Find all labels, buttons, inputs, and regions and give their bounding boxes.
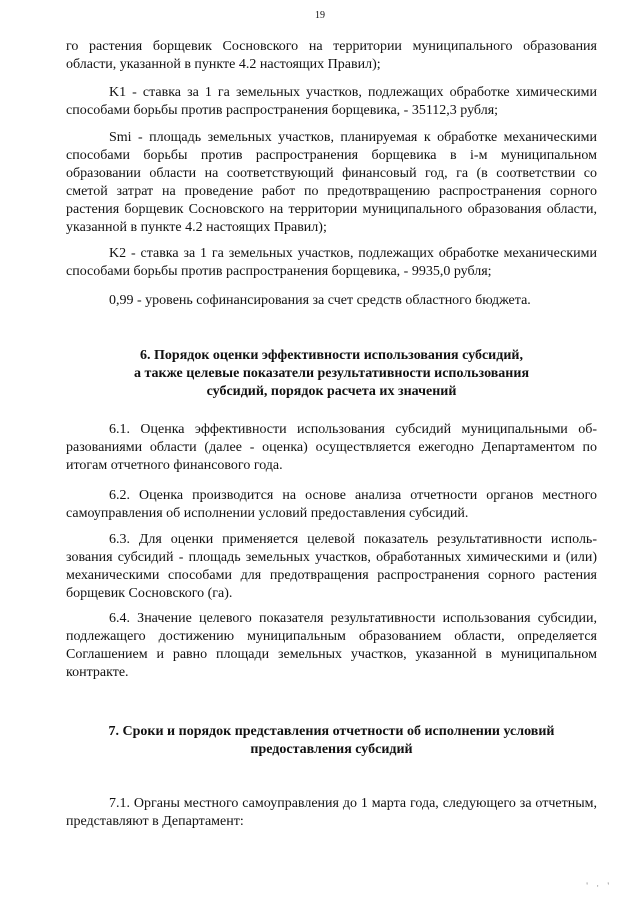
section-6-heading	[66, 347, 597, 401]
page-number: 19	[315, 10, 325, 21]
paragraph-6-3: 6.3. Для оценки применяется целевой показатель результативности использования субсидий - площадь земельных участков, обработанных химическими и (или) механическими способами для предотвращения распространения сорного растения борщевик Сосновского (га).	[66, 532, 597, 601]
section-7-heading	[66, 723, 597, 759]
paragraph-6-2: 6.2. Оценка производится на основе анализа отчетности органов местного самоуправления об исполнении условий предоставления субсидий.	[66, 488, 597, 521]
section-6-heading-line-1: 6. Порядок оценки эффективности использования субсидий,	[140, 348, 523, 363]
paragraph-cofinancing-level: 0,99 - уровень софинансирования за счет средств областного бюджета.	[109, 293, 531, 308]
section-7-heading-line-2: предоставления субсидий	[250, 742, 413, 757]
paragraph-6-1: 6.1. Оценка эффективности использования субсидий муниципальными образованиями области (далее - оценка) осуществляется ежегодно Департаментом по итогам отчетного финансового года.	[66, 422, 597, 473]
paragraph-smi-area: Smi - площадь земельных участков, планируемая к обработке механическими способами борьбы против распространения борщевика в i-м муниципальном образовании области на соответствующий финансовый год, га (в соответствии со сметой затрат на проведение работ по предотвращению распространения сорного растения борщевик Сосновского на территории муниципального образования области, указанной в пункте 4.2 настоящих Правил);	[66, 130, 597, 235]
section-7-heading-line-1: 7. Сроки и порядок представления отчетности об исполнении условий	[108, 724, 555, 739]
paragraph-k1-rate: K1 - ставка за 1 га земельных участков, подлежащих обработке химическими способами борьбы против распространения борщевика, - 35112,3 рубля;	[66, 85, 597, 118]
section-6-heading-line-2: а также целевые показатели результативности использования	[133, 366, 530, 381]
paragraph-7-1: 7.1. Органы местного самоуправления до 1 марта года, следующего за отчетным, представляют в Департамент:	[66, 796, 597, 829]
section-6-heading-line-3: субсидий, порядок расчета их значений	[206, 384, 457, 399]
scan-artifact-marks: ' · '	[586, 881, 612, 891]
paragraph-6-4: 6.4. Значение целевого показателя результативности использования субсидии, подлежащего достижению муниципальным образованием области, определяется Соглашением и равно площади земельных участков, указанной в муниципальном контракте.	[66, 611, 597, 680]
paragraph-k2-rate: K2 - ставка за 1 га земельных участков, подлежащих обработке механическими способами борьбы против распространения борщевика, - 9935,0 рубля;	[66, 246, 597, 279]
paragraph-continuation: го растения борщевик Сосновского на территории муниципального образования области, указанной в пункте 4.2 настоящих Правил);	[66, 39, 597, 72]
